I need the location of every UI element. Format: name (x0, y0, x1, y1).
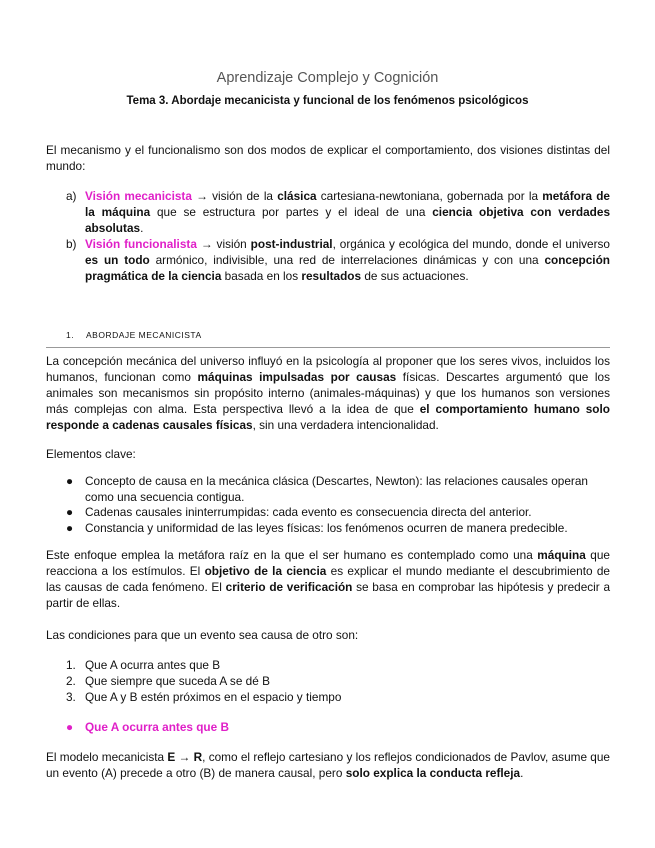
bold-run: ciencia objetiva con verdades absolutas (85, 205, 611, 235)
key-element-text: Cadenas causales ininterrumpidas: cada evento es consecuencia directa del anterior. (85, 505, 532, 519)
text-run: de sus actuaciones. (361, 269, 469, 283)
key-elements-label: Elementos clave: (46, 447, 136, 461)
condition-text: Que siempre que suceda A se dé B (85, 674, 270, 688)
key-element-text: Concepto de causa en la mecánica clásica (Descartes, Newton): las relaciones causales operan como una secuencia contigua. (85, 474, 588, 504)
list-marker: 1. (66, 658, 76, 672)
bold-run: el comportamiento humano solo responde a cadenas causales físicas (46, 402, 610, 432)
vision-term: Visión funcionalista (85, 237, 197, 251)
text-run: que reacciona a los estímulos. El (46, 548, 610, 578)
vision-item-functionalist (66, 236, 610, 284)
mechanism-paragraph (46, 353, 610, 433)
bullet-icon: ● (66, 521, 74, 535)
bold-run: concepción pragmática de la ciencia (85, 253, 610, 283)
condition-text: Que A ocurra antes que B (85, 658, 221, 672)
text-run: físicas. Descartes argumentó que los animales son mecanismos sin propósito interno (animales-máquinas) y que los humanos son versiones más complejas con alma. Esta perspectiva llevó a la idea de que (46, 370, 610, 416)
text-run: es explicar el mundo mediante el descubrimiento de las causas de cada fenómeno. El (46, 564, 610, 594)
bold-run: E → R (167, 750, 203, 764)
document-title: Aprendizaje Complejo y Cognición (216, 70, 439, 86)
key-element-item (66, 504, 610, 520)
text-run: basada en los (221, 269, 302, 283)
section-heading (66, 330, 202, 340)
pink-highlight-text: Que A ocurra antes que B (85, 720, 229, 734)
key-element-text: Constancia y uniformidad de las leyes físicas: los fenómenos ocurren de manera predecible. (85, 521, 568, 535)
text-run: → visión de la (191, 189, 278, 203)
conditions-label: Las condiciones para que un evento sea causa de otro son: (46, 628, 359, 642)
text-run: , como el reflejo cartesiano y los reflejos condicionados de Pavlov, asume que un evento (A) precede a otro (B) de manera causal, pero (46, 750, 610, 780)
list-marker: b) (66, 237, 77, 251)
key-element-item (66, 520, 610, 536)
condition-item (66, 673, 610, 689)
bold-run: objetivo de la ciencia (204, 564, 327, 578)
key-element-item (66, 473, 610, 505)
text-run: La concepción mecánica del universo influyó en la psicología al proponer que los seres vivos, incluidos los humanos, funcionan como (46, 354, 610, 384)
condition-item (66, 657, 610, 673)
text-run: → visión (196, 237, 251, 251)
section-divider (46, 347, 610, 348)
bold-run: es un todo (85, 253, 150, 267)
intro-paragraph: El mecanismo y el funcionalismo son dos modos de explicar el comportamiento, dos visiones distintas del mundo: (46, 143, 610, 173)
bullet-icon: ● (66, 720, 74, 734)
bold-run: solo explica la conducta refleja (345, 766, 521, 780)
final-paragraph (46, 749, 610, 781)
bold-run: post-industrial (250, 237, 333, 251)
section-title: ABORDAJE MECANICISTA (86, 330, 202, 340)
vision-content (85, 236, 610, 284)
vision-item-mechanicist (66, 188, 610, 236)
list-marker: 3. (66, 690, 76, 704)
section-number: 1. (66, 330, 75, 340)
text-run: que se estructura por partes y el ideal de una (150, 205, 433, 219)
bold-run: máquinas impulsadas por causas (197, 370, 397, 384)
bold-run: máquina (537, 548, 586, 562)
text-run: El modelo mecanicista (46, 750, 168, 764)
condition-item (66, 689, 610, 705)
approach-paragraph (46, 547, 610, 611)
document-subtitle: Tema 3. Abordaje mecanicista y funcional de los fenómenos psicológicos (126, 95, 529, 107)
text-run: Este enfoque emplea la metáfora raíz en la que el ser humano es contemplado como una (46, 548, 538, 562)
vision-term: Visión mecanicista (85, 189, 192, 203)
text-run: . (520, 766, 524, 780)
bullet-icon: ● (66, 505, 74, 519)
bold-run: resultados (301, 269, 362, 283)
vision-content (85, 188, 610, 236)
text-run: se basa en comprobar las hipótesis y predecir a partir de ellas. (46, 580, 611, 610)
text-run: , orgánica y ecológica del mundo, donde el universo (332, 237, 610, 251)
text-run: , sin una verdadera intencionalidad. (252, 418, 439, 432)
bold-run: metáfora de la máquina (85, 189, 610, 219)
bold-run: criterio de verificación (225, 580, 353, 594)
pink-highlight-item (66, 719, 610, 735)
list-marker: a) (66, 189, 77, 203)
bullet-icon: ● (66, 474, 74, 488)
text-run: cartesiana-newtoniana, gobernada por la (316, 189, 543, 203)
text-run: . (140, 221, 144, 235)
text-run: armónico, indivisible, una red de interrelaciones dinámicas y con una (149, 253, 545, 267)
condition-text: Que A y B estén próximos en el espacio y tiempo (85, 690, 342, 704)
bold-run: clásica (277, 189, 317, 203)
list-marker: 2. (66, 674, 76, 688)
